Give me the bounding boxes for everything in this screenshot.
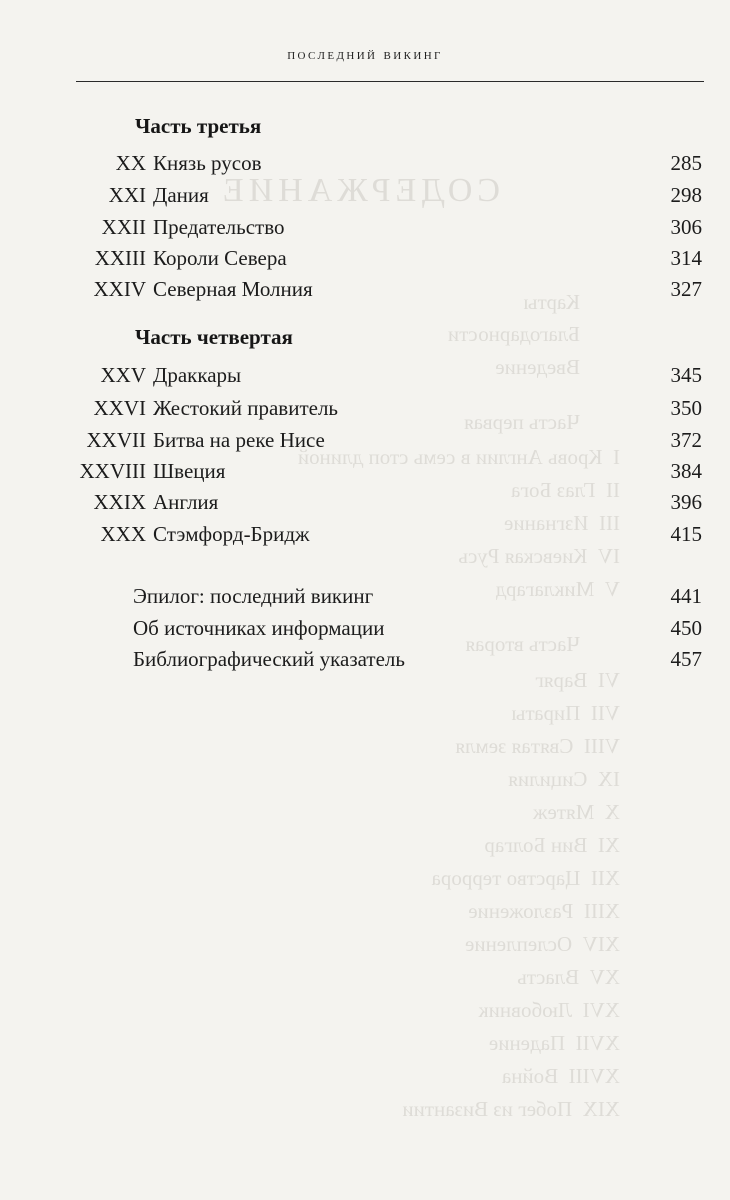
page-number: 314 [670, 246, 702, 270]
chapter-title: Князь русов [153, 151, 262, 175]
chapter-number: XXX [100, 522, 146, 546]
part-title-4: Часть четвертая [135, 325, 293, 349]
toc-entry[interactable] [0, 424, 730, 456]
page-number: 372 [670, 428, 702, 452]
toc-backmatter-entry[interactable] [0, 612, 730, 644]
ghost-line: XVIII Война [501, 1064, 620, 1088]
toc-backmatter-entry[interactable] [0, 643, 730, 675]
chapter-title: Швеция [153, 459, 226, 483]
chapter-title: Жестокий правитель [153, 396, 339, 420]
ghost-line: VII Пираты [511, 701, 620, 725]
ghost-line: II Глаз Бога [511, 478, 620, 502]
ghost-line: I Кровь Англии в семь стоп длиной [297, 445, 620, 469]
toc-entry[interactable] [0, 455, 730, 487]
ghost-line: Введение [495, 355, 580, 379]
page-number: 350 [670, 396, 702, 420]
ghost-line: XVI Любовник [478, 998, 620, 1022]
chapter-title: Дания [153, 183, 209, 207]
ghost-line: XIII Разложение [468, 899, 620, 923]
chapter-title: Северная Молния [153, 277, 313, 301]
ghost-line: X Мятеж [532, 800, 620, 824]
chapter-number: XXIV [93, 277, 146, 301]
page-number: 345 [670, 363, 702, 387]
ghost-line: IX Сицилия [508, 767, 620, 791]
ghost-line: V Миклагард [495, 577, 620, 601]
page-number: 457 [670, 647, 702, 671]
header-rule [76, 81, 704, 82]
toc-entry[interactable] [0, 242, 730, 274]
page-number: 298 [670, 183, 702, 207]
chapter-number: XX [115, 151, 146, 175]
chapter-number: XXIX [93, 490, 146, 514]
chapter-title: Короли Севера [153, 246, 287, 270]
toc-entry[interactable] [0, 359, 730, 391]
chapter-title: Англия [153, 490, 219, 514]
chapter-title: Стэмфорд-Бридж [153, 522, 310, 546]
chapter-number: XXV [100, 363, 146, 387]
chapter-number: XXIII [94, 246, 146, 270]
chapter-title: Предательство [153, 215, 285, 239]
page-number: 306 [670, 215, 702, 239]
toc-entry[interactable] [0, 179, 730, 211]
backmatter-title: Библиографический указатель [133, 647, 405, 671]
toc-entry[interactable] [0, 273, 730, 305]
toc-entry[interactable] [0, 392, 730, 424]
backmatter-title: Об источниках информации [133, 616, 385, 640]
ghost-line: VIII Святая земля [455, 734, 620, 758]
ghost-line: XV Власть [517, 965, 620, 989]
ghost-line: XI Вин Болгар [484, 833, 620, 857]
ghost-line: VI Варяг [535, 668, 620, 692]
page-number: 415 [670, 522, 702, 546]
running-head: последний викинг [287, 47, 443, 63]
toc-entry[interactable] [0, 211, 730, 243]
ghost-line: XIX Побег из Византии [402, 1097, 620, 1121]
chapter-number: XXVI [93, 396, 146, 420]
chapter-title: Битва на реке Нисе [153, 428, 325, 452]
page-number: 450 [670, 616, 702, 640]
chapter-title: Драккары [153, 363, 242, 387]
ghost-line: XIV Ослепление [465, 932, 620, 956]
ghost-line: III Изгнание [504, 511, 620, 535]
ghost-line: Карты [523, 290, 580, 314]
toc-entry[interactable] [0, 518, 730, 550]
chapter-number: XXVII [86, 428, 146, 452]
backmatter-title: Эпилог: последний викинг [133, 584, 374, 608]
toc-entry[interactable] [0, 147, 730, 179]
page-number: 285 [670, 151, 702, 175]
toc-backmatter-entry[interactable] [0, 580, 730, 612]
chapter-number: XXI [108, 183, 146, 207]
ghost-heading: СОДЕРЖАНИЕ [217, 172, 500, 209]
ghost-line: IV Киевская Русь [458, 544, 620, 568]
ghost-line: Часть первая [464, 410, 580, 434]
ghost-line: Благодарности [447, 322, 580, 346]
ghost-line: XII Царство террора [431, 866, 620, 890]
page-number: 441 [670, 584, 702, 608]
part-title-3: Часть третья [135, 114, 262, 138]
toc-entry[interactable] [0, 486, 730, 518]
page-number: 327 [670, 277, 702, 301]
page-number: 396 [670, 490, 702, 514]
chapter-number: XXVIII [79, 459, 146, 483]
chapter-number: XXII [101, 215, 146, 239]
page-number: 384 [670, 459, 702, 483]
ghost-line: Часть вторая [465, 632, 580, 656]
ghost-line: XVII Падение [488, 1031, 620, 1055]
